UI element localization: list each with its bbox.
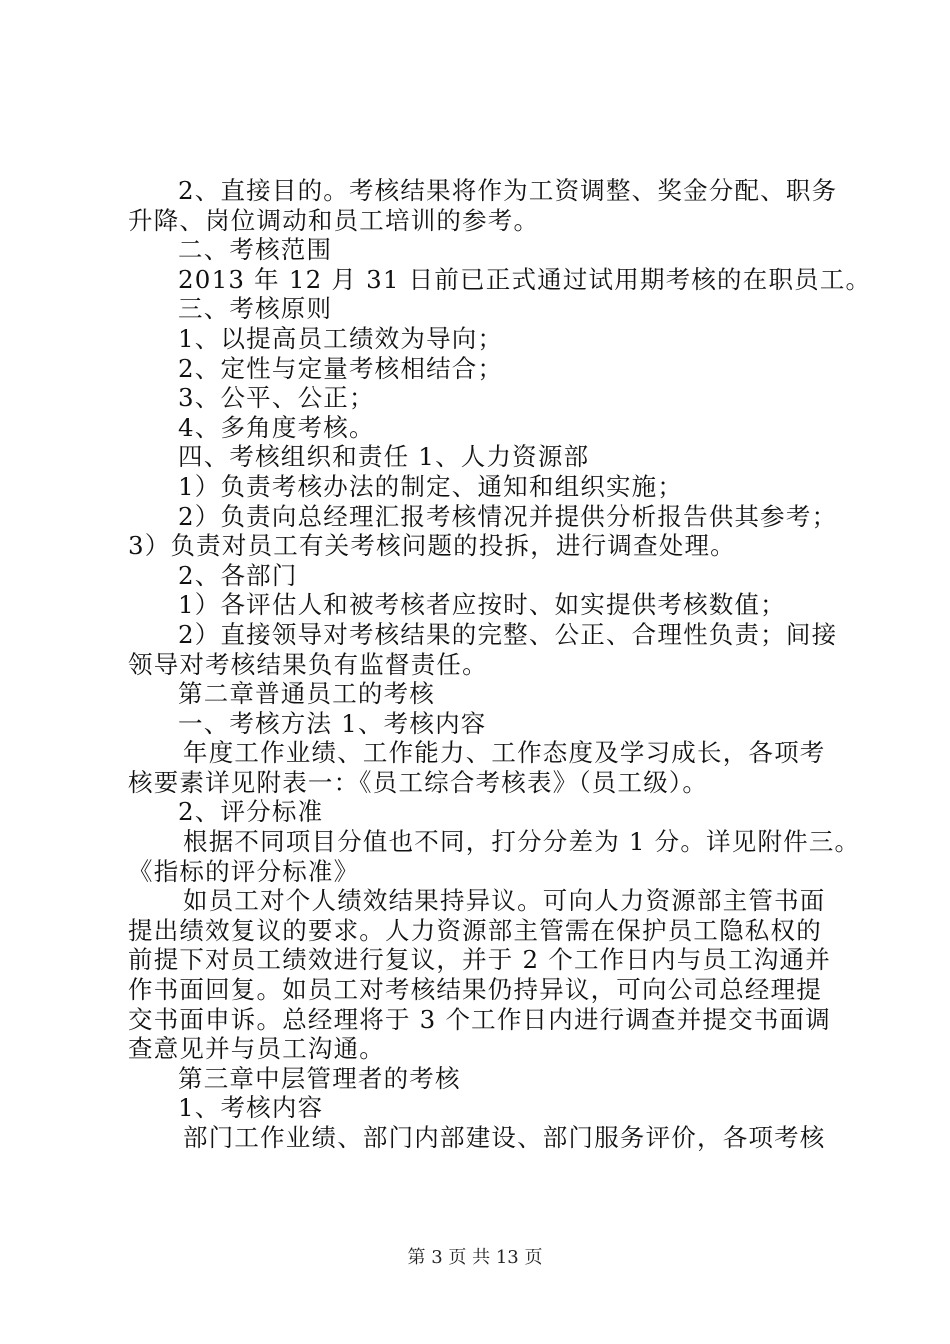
text-line: 如员工对个人绩效结果持异议。可向人力资源部主管书面 [183,886,826,916]
text-line: 1）各评估人和被考核者应按时、如实提供考核数值； [178,590,786,620]
text-line: 部门工作业绩、部门内部建设、部门服务评价，各项考核 [183,1123,826,1152]
text-line: 3、公平、公正； [178,383,375,413]
text-line: 《指标的评分标准》 [128,856,360,886]
text-line: 2、评分标准 [178,797,324,827]
text-line: 三、考核原则 [178,294,333,324]
text-line: 根据不同项目分值也不同，打分分差为 1 分。详见附件三。 [183,827,861,857]
text-line: 前提下对员工绩效进行复议，并于 2 个工作日内与员工沟通并 [128,945,831,975]
text-line: 二、考核范围 [178,235,333,265]
text-line: 2、直接目的。考核结果将作为工资调整、奖金分配、职务 [178,176,838,205]
text-line: 2）负责向总经理汇报考核情况并提供分析报告供其参考； [178,501,838,531]
text-line: 领导对考核结果负有监督责任。 [128,649,488,679]
text-line: 4、多角度考核。 [178,412,375,442]
text-line: 2013 年 12 月 31 日前已正式通过试用期考核的在职员工。 [178,264,872,294]
text-line: 2）直接领导对考核结果的完整、公正、合理性负责；间接 [178,619,838,649]
text-line: 第三章中层管理者的考核 [178,1063,461,1093]
text-line: 1）负责考核办法的制定、通知和组织实施； [178,471,684,501]
text-line: 一、考核方法 1、考核内容 [178,708,487,738]
page-footer: 第 3 页 共 13 页 [407,1247,543,1268]
text-line: 2、各部门 [178,560,298,590]
text-line: 核要素详见附表一：《员工综合考核表》（员工级）。 [128,767,709,797]
text-line: 四、考核组织和责任 1、人力资源部 [178,442,590,472]
text-line: 1、以提高员工绩效为导向； [178,323,504,353]
text-line: 2、定性与定量考核相结合； [178,353,504,383]
text-line: 3）负责对员工有关考核问题的投拆，进行调查处理。 [128,531,736,561]
text-line: 作书面回复。如员工对考核结果仍持异议，可向公司总经理提 [128,975,822,1005]
text-line: 年度工作业绩、工作能力、工作态度及学习成长，各项考 [183,738,826,768]
text-line: 提出绩效复议的要求。人力资源部主管需在保护员工隐私权的 [128,915,822,945]
text-line: 交书面申诉。总经理将于 3 个工作日内进行调查并提交书面调 [128,1004,831,1034]
document-body [128,176,872,1153]
text-line: 查意见并与员工沟通。 [128,1034,385,1064]
text-line: 1、考核内容 [178,1093,324,1123]
text-line: 第二章普通员工的考核 [178,679,435,709]
text-line: 升降、岗位调动和员工培训的参考。 [128,205,540,235]
